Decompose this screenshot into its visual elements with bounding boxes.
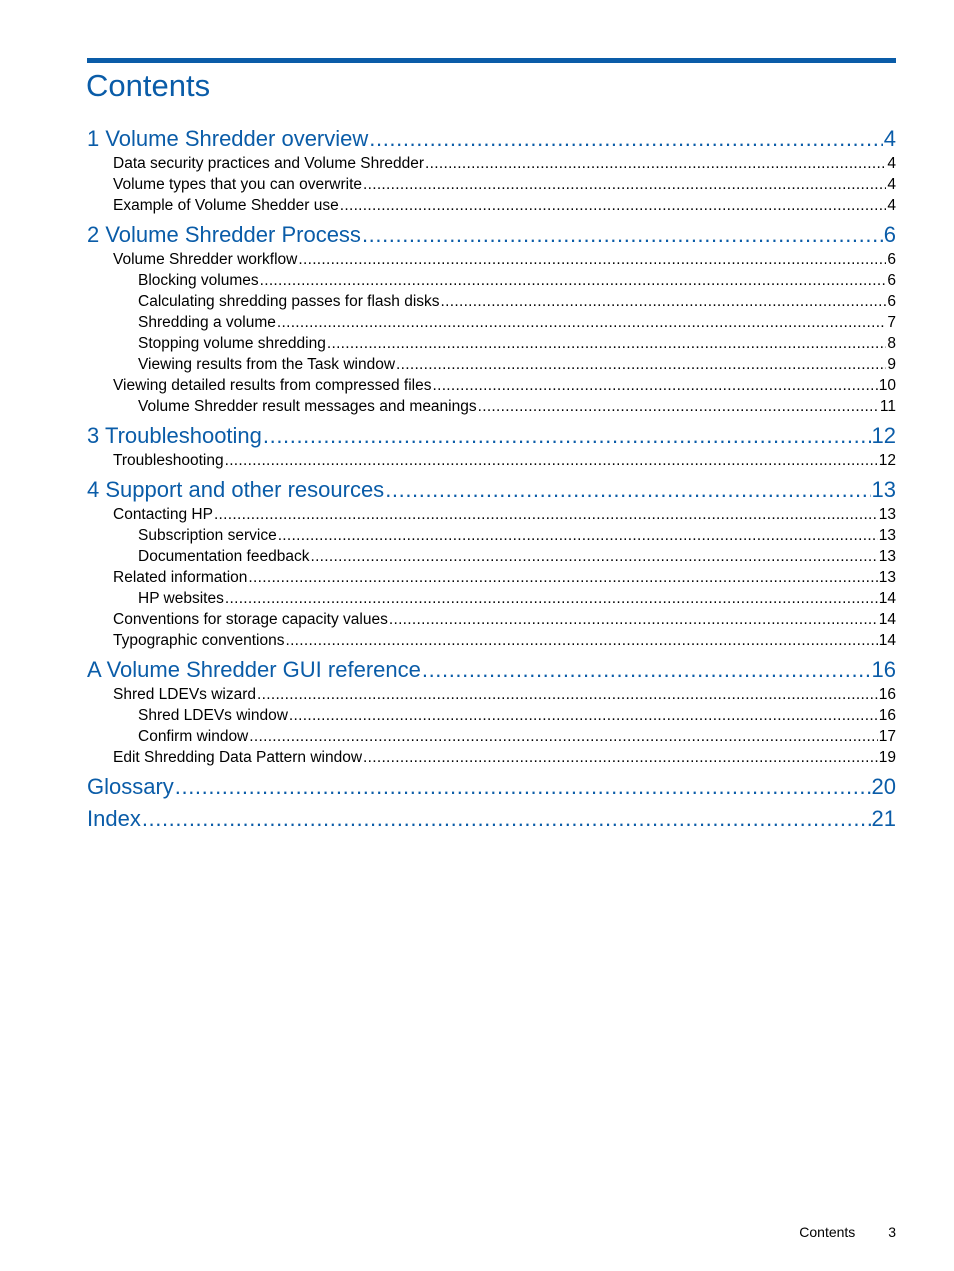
dot-leader [396, 354, 886, 375]
dot-leader [478, 396, 879, 417]
toc-entry-page-number: 20 [871, 774, 896, 799]
dot-leader [340, 195, 887, 216]
toc-entry-page-number: 21 [871, 806, 896, 831]
toc-section-entry[interactable] [87, 567, 896, 588]
toc-subsection-entry[interactable] [87, 588, 896, 609]
toc-chapter-entry[interactable] [87, 126, 896, 152]
dot-leader [425, 153, 886, 174]
toc-entry-title: Volume Shredder workflow [113, 251, 298, 268]
toc-entry-page-number: 14 [878, 611, 896, 628]
toc-entry-page-number: 14 [878, 590, 896, 607]
toc-subsection-entry[interactable] [87, 333, 896, 354]
toc-entry-page-number: 6 [887, 293, 896, 310]
toc-entry-page-number: 4 [887, 176, 896, 193]
toc-section-entry[interactable] [87, 630, 896, 651]
toc-entry-title: Subscription service [138, 527, 277, 544]
toc-entry-page-number: 4 [883, 126, 896, 151]
toc-section-entry[interactable] [87, 504, 896, 525]
dot-leader [363, 747, 878, 768]
footer-page-number: 3 [888, 1224, 896, 1240]
toc-entry-title: 4 Support and other resources [87, 477, 385, 502]
toc-entry-page-number: 16 [878, 686, 896, 703]
toc-entry-title: Typographic conventions [113, 632, 285, 649]
toc-chapter-entry[interactable] [87, 657, 896, 683]
toc-chapter-entry[interactable] [87, 806, 896, 832]
toc-entry-title: 2 Volume Shredder Process [87, 222, 361, 247]
toc-subsection-entry[interactable] [87, 705, 896, 726]
dot-leader [257, 684, 878, 705]
dot-leader [432, 375, 877, 396]
toc-entry-page-number: 13 [878, 548, 896, 565]
toc-subsection-entry[interactable] [87, 546, 896, 567]
toc-subsection-entry[interactable] [87, 270, 896, 291]
toc-entry-page-number: 12 [878, 452, 896, 469]
page-title: Contents [86, 68, 211, 103]
toc-entry-page-number: 16 [878, 707, 896, 724]
toc-entry-title: Viewing detailed results from compressed files [113, 377, 432, 394]
dot-leader [422, 657, 871, 683]
toc-entry-page-number: 13 [878, 506, 896, 523]
toc-entry-title: Contacting HP [113, 506, 213, 523]
toc-entry-page-number: 9 [887, 356, 896, 373]
toc-chapter-entry[interactable] [87, 222, 896, 248]
toc-entry-title: Related information [113, 569, 248, 586]
toc-subsection-entry[interactable] [87, 291, 896, 312]
toc-section-entry[interactable] [87, 195, 896, 216]
dot-leader [278, 525, 878, 546]
toc-entry-title: Volume types that you can overwrite [113, 176, 362, 193]
toc-entry-page-number: 7 [887, 314, 896, 331]
toc-entry-page-number: 13 [871, 477, 896, 502]
toc-entry-title: Glossary [87, 774, 174, 799]
toc-chapter-entry[interactable] [87, 423, 896, 449]
toc-entry-title: Troubleshooting [113, 452, 224, 469]
table-of-contents [87, 120, 896, 833]
toc-chapter-entry[interactable] [87, 477, 896, 503]
toc-entry-page-number: 10 [878, 377, 896, 394]
toc-entry-title: Calculating shredding passes for flash disks [138, 293, 440, 310]
toc-entry-page-number: 14 [878, 632, 896, 649]
dot-leader [285, 630, 877, 651]
toc-entry-page-number: 16 [871, 657, 896, 682]
toc-section-entry[interactable] [87, 747, 896, 768]
toc-entry-title: A Volume Shredder GUI reference [87, 657, 421, 682]
toc-entry-page-number: 6 [887, 272, 896, 289]
toc-entry-page-number: 13 [878, 569, 896, 586]
dot-leader [142, 806, 871, 832]
toc-entry-page-number: 4 [887, 197, 896, 214]
toc-entry-page-number: 8 [887, 335, 896, 352]
toc-entry-title: Blocking volumes [138, 272, 259, 289]
toc-entry-page-number: 13 [878, 527, 896, 544]
toc-entry-page-number: 6 [883, 222, 896, 247]
toc-section-entry[interactable] [87, 174, 896, 195]
dot-leader [225, 450, 878, 471]
toc-section-entry[interactable] [87, 609, 896, 630]
dot-leader [263, 423, 871, 449]
toc-entry-title: HP websites [138, 590, 224, 607]
dot-leader [289, 705, 878, 726]
toc-subsection-entry[interactable] [87, 354, 896, 375]
dot-leader [175, 774, 871, 800]
toc-subsection-entry[interactable] [87, 726, 896, 747]
dot-leader [214, 504, 878, 525]
toc-entry-page-number: 12 [871, 423, 896, 448]
dot-leader [327, 333, 887, 354]
dot-leader [248, 567, 877, 588]
toc-entry-title: Shredding a volume [138, 314, 276, 331]
dot-leader [298, 249, 886, 270]
dot-leader [385, 477, 870, 503]
toc-section-entry[interactable] [87, 450, 896, 471]
toc-entry-title: Shred LDEVs window [138, 707, 288, 724]
dot-leader [310, 546, 877, 567]
page-footer [799, 1222, 896, 1242]
toc-entry-page-number: 4 [887, 155, 896, 172]
dot-leader [225, 588, 878, 609]
dot-leader [249, 726, 877, 747]
toc-entry-title: Volume Shredder result messages and meanings [138, 398, 477, 415]
toc-entry-page-number: 6 [887, 251, 896, 268]
toc-subsection-entry[interactable] [87, 312, 896, 333]
top-rule [87, 58, 896, 63]
toc-entry-title: 3 Troubleshooting [87, 423, 262, 448]
toc-entry-title: Conventions for storage capacity values [113, 611, 388, 628]
toc-entry-title: Index [87, 806, 141, 831]
toc-entry-title: Data security practices and Volume Shredder [113, 155, 425, 172]
dot-leader [389, 609, 878, 630]
toc-section-entry[interactable] [87, 684, 896, 705]
toc-subsection-entry[interactable] [87, 396, 896, 417]
toc-section-entry[interactable] [87, 249, 896, 270]
dot-leader [363, 174, 886, 195]
toc-entry-title: Example of Volume Shedder use [113, 197, 339, 214]
footer-section-label: Contents [799, 1224, 856, 1240]
toc-entry-title: 1 Volume Shredder overview [87, 126, 369, 151]
dot-leader [441, 291, 887, 312]
toc-subsection-entry[interactable] [87, 525, 896, 546]
toc-entry-title: Stopping volume shredding [138, 335, 326, 352]
dot-leader [277, 312, 887, 333]
toc-section-entry[interactable] [87, 375, 896, 396]
toc-entry-page-number: 11 [879, 398, 896, 415]
toc-entry-title: Viewing results from the Task window [138, 356, 396, 373]
dot-leader [362, 222, 883, 248]
dot-leader [260, 270, 887, 291]
toc-entry-title: Documentation feedback [138, 548, 310, 565]
toc-chapter-entry[interactable] [87, 774, 896, 800]
toc-section-entry[interactable] [87, 153, 896, 174]
toc-entry-title: Confirm window [138, 728, 249, 745]
toc-entry-title: Edit Shredding Data Pattern window [113, 749, 363, 766]
toc-entry-page-number: 19 [878, 749, 896, 766]
toc-entry-title: Shred LDEVs wizard [113, 686, 257, 703]
dot-leader [369, 126, 882, 152]
toc-entry-page-number: 17 [878, 728, 896, 745]
